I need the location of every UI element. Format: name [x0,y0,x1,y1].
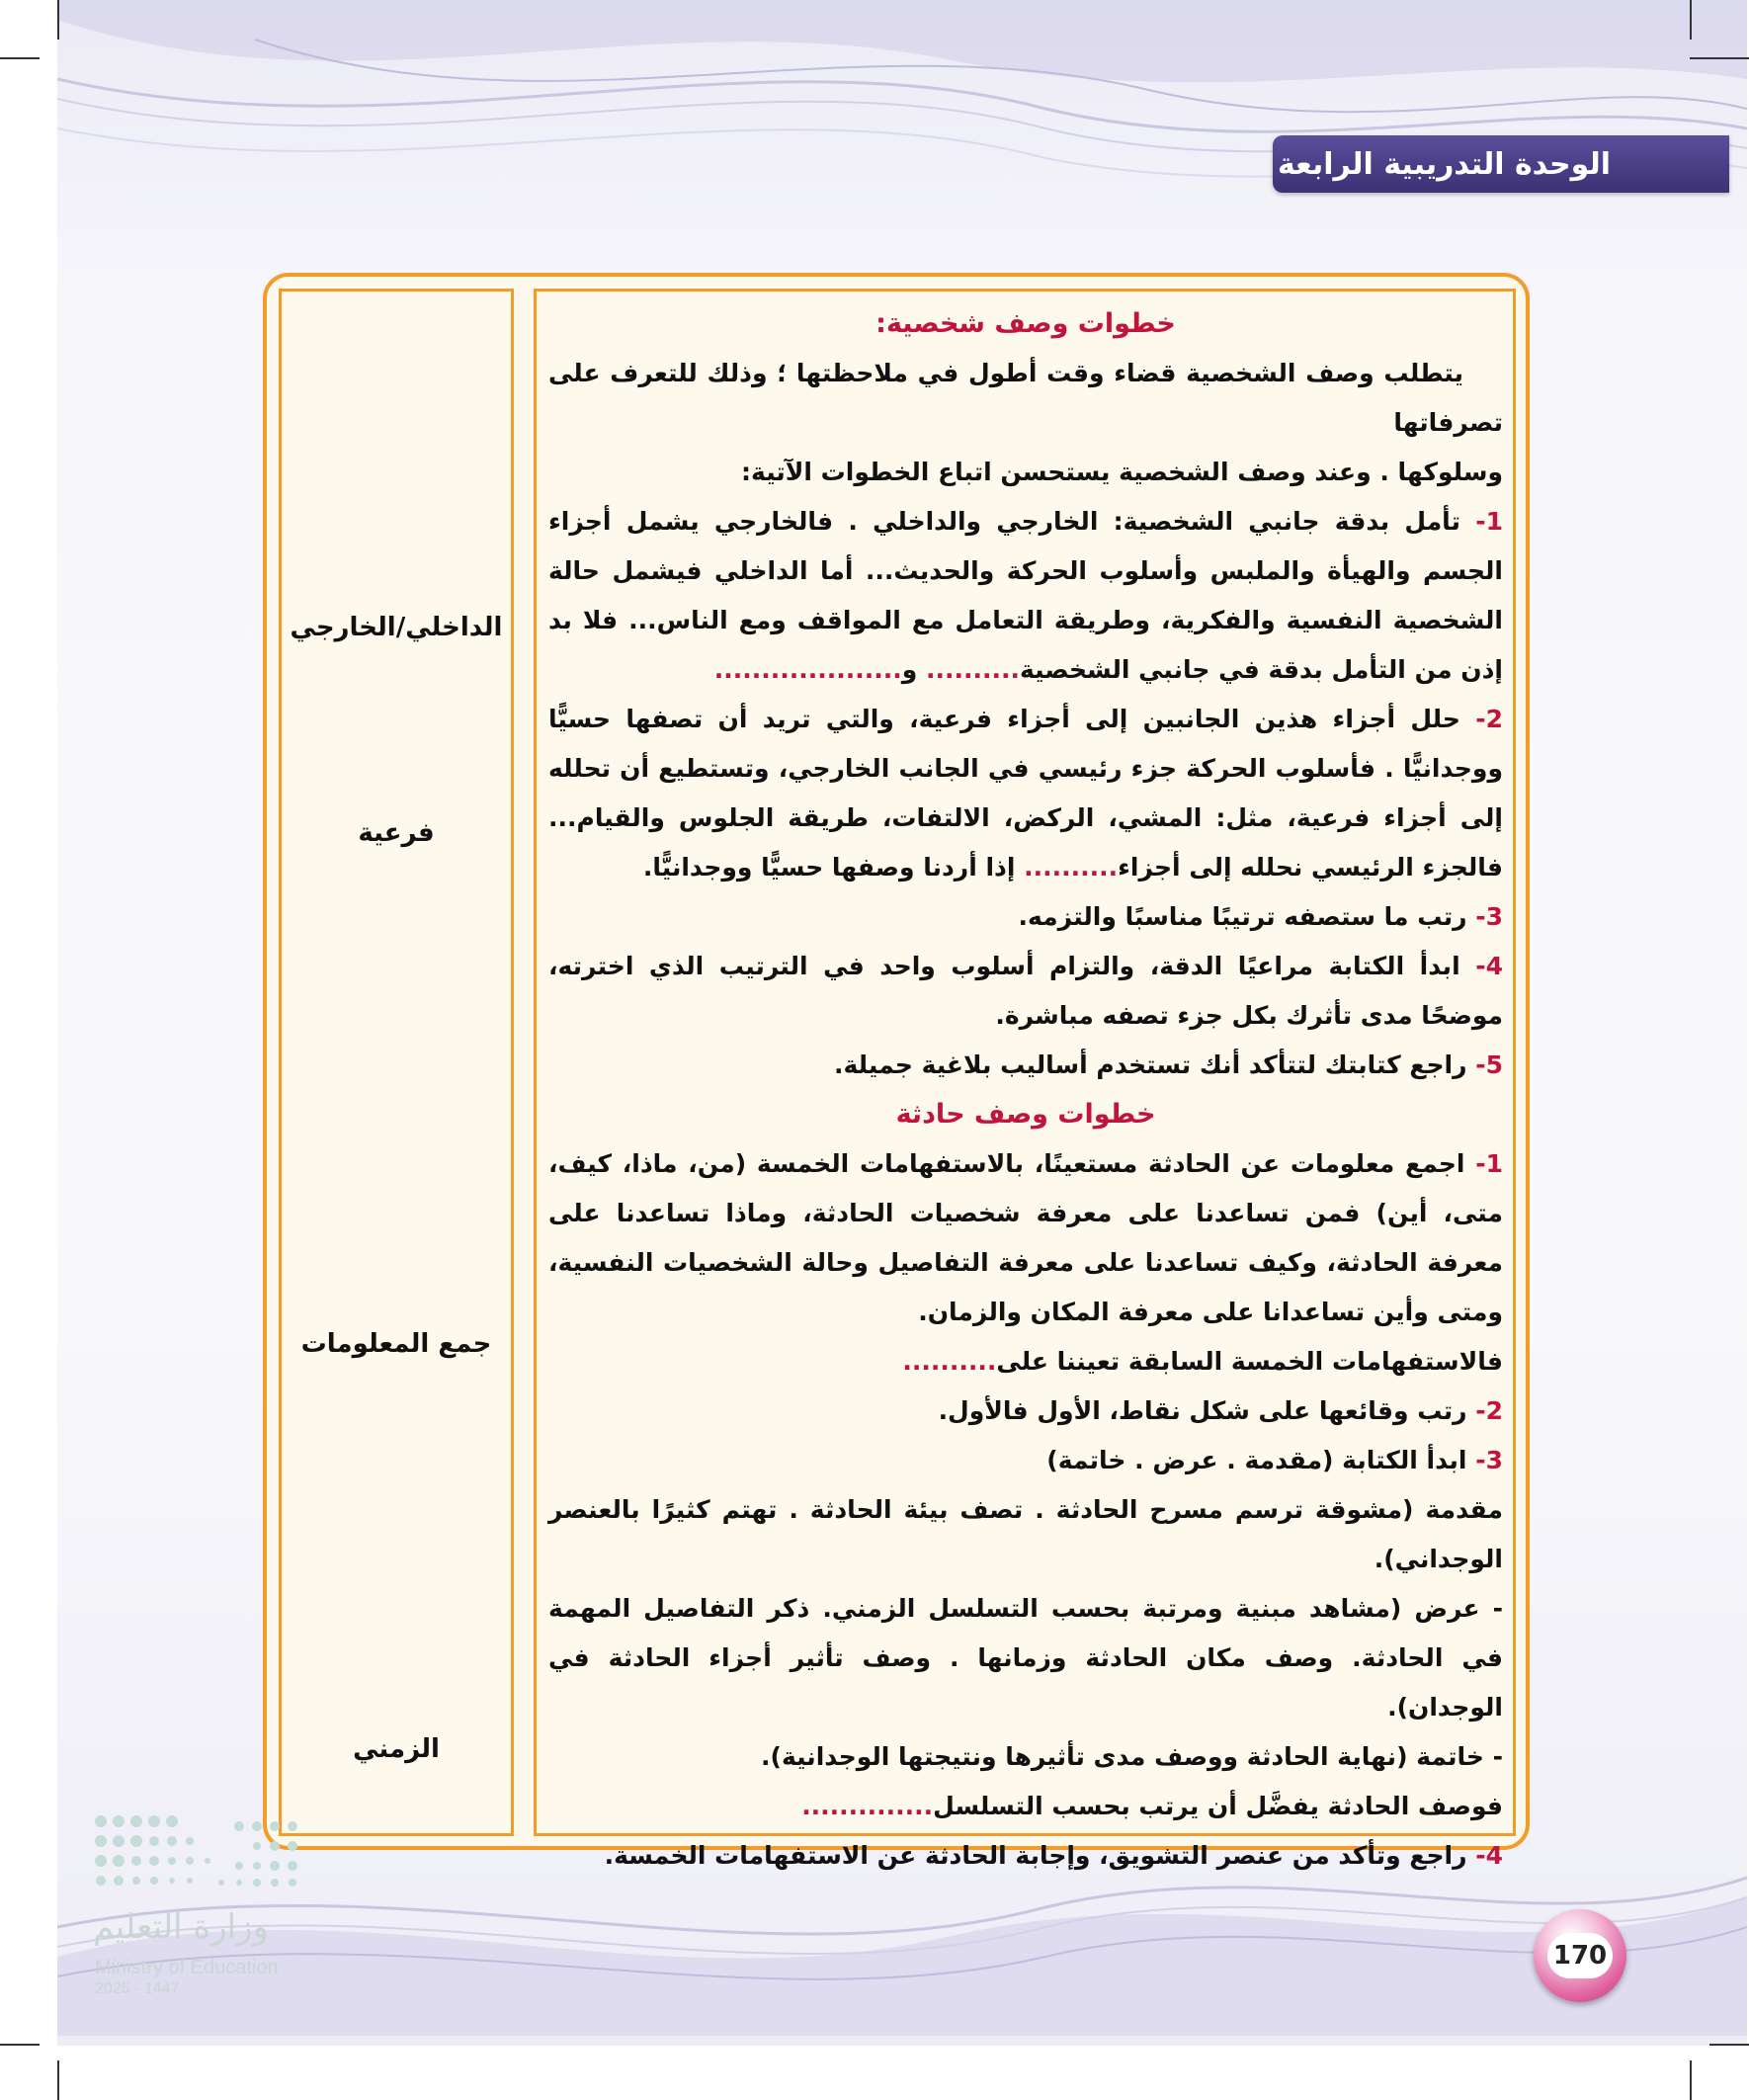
answer-chronological: الزمني [353,1734,440,1764]
unit-title: الوحدة التدريبية الرابعة [1277,146,1611,182]
answer-inner-outer: الداخلي/الخارجي [290,613,503,642]
character-intro: يتطلب وصف الشخصية قضاء وقت أطول في ملاحظتها ؛ وذلك للتعرف على تصرفاتها [548,359,1503,437]
event-step-3: 3- ابدأ الكتابة (مقدمة . عرض . خاتمة) [1046,1446,1503,1474]
crop-mark [57,2060,59,2100]
event-fill-2: فوصف الحادثة يفضَّل أن يرتب بحسب التسلسل.............. [801,1792,1503,1820]
crop-mark [57,0,59,40]
event-conclusion-line: - خاتمة (نهاية الحادثة ووصف مدى تأثيرها ونتيجتها الوجدانية). [761,1742,1503,1771]
lesson-text [548,299,1503,1881]
crop-mark [1690,2060,1692,2100]
character-step-5: 5- راجع كتابتك لتتأكد أنك تستخدم أساليب بلاغية جميلة. [834,1050,1503,1079]
event-step-2: 2- رتب وقائعها على شكل نقاط، الأول فالأول. [938,1396,1503,1425]
page-number: 170 [1547,1933,1613,1978]
event-body-line: - عرض (مشاهد مبنية ومرتبة بحسب التسلسل الزمني. ذكر التفاصيل المهمة في الحادثة. وصف مكان الحادثة وزمانها . وصف تأثير أجزاء الحادثة في الوجدان). [548,1594,1503,1722]
ministry-name-ar: وزارة التعليم [93,1907,269,1947]
event-step-4: 4- راجع وتأكد من عنصر التشويق، وإجابة الحادثة عن الاستفهامات الخمسة. [604,1841,1503,1870]
top-wave-decoration [57,0,1747,237]
edition-year: 2025 - 1447 [95,1980,180,1997]
crop-mark [1690,0,1692,40]
character-step-4: 4- ابدأ الكتابة مراعيًا الدقة، والتزام أسلوب واحد في الترتيب الذي اخترته، موضحًا مدى تأثرك بكل جزء تصفه مباشرة. [548,952,1503,1030]
character-step-2: 2- حلل أجزاء هذين الجانبين إلى أجزاء فرعية، والتي تريد أن تصفها حسيًّا ووجدانيًّا . فأسلوب الحركة جزء رئيسي في الجانب الخارجي، وتستطيع أن تحلله إلى أجزاء فرعية، مثل: المشي، الركض، الالتفات، طريقة الجلوس والقيام... فالجزء الرئيسي نحلله إلى أجزاء.......... إذا أردنا وصفها حسيًّا ووجدانيًّا. [548,705,1503,882]
character-step-3: 3- رتب ما ستصفه ترتيبًا مناسبًا والتزمه. [1018,902,1503,931]
event-section-title: خطوات وصف حادثة [895,1099,1156,1130]
character-intro-cont: وسلوكها . وعند وصف الشخصية يستحسن اتباع الخطوات الآتية: [741,458,1503,486]
character-step-1: 1- تأمل بدقة جانبي الشخصية: الخارجي والداخلي . فالخارجي يشمل أجزاء الجسم والهيأة والملبس وأسلوب الحركة والحديث... أما الداخلي فيشمل حالة الشخصية النفسية والفكرية، وطريقة التعامل مع المواقف ومع الناس... فلا بد إذن من التأمل بدقة في جانبي الشخصية.......... و.................... [548,507,1503,684]
answer-subparts: فرعية [358,818,435,848]
event-step-1: 1- اجمع معلومات عن الحادثة مستعينًا، بالاستفهامات الخمسة (من، ماذا، كيف، متى، أين) فمن تساعدنا على معرفة شخصيات الحادثة، وماذا تساعدنا على معرفة الحادثة، وكيف تساعدنا على معرفة التفاصيل وحالة الشخصيات النفسية، ومتى وأين تساعدانا على معرفة المكان والزمان. [548,1149,1503,1326]
blank-field: .......... [902,1347,997,1376]
crop-mark [1690,57,1749,59]
ministry-name-en: Ministry of Education [95,1957,279,1978]
blank-field: .......... [926,655,1020,684]
page-number-badge [1534,1909,1626,2002]
character-section-title: خطوات وصف شخصية: [875,308,1176,339]
blank-field: .......... [1024,853,1119,882]
blank-field: .............. [801,1792,934,1820]
answer-info-gathering: جمع المعلومات [300,1329,492,1359]
unit-title-banner [1273,135,1729,193]
crop-mark [1709,2044,1749,2046]
blank-field: .................... [713,655,902,684]
crop-mark [0,57,40,59]
event-intro-line: مقدمة (مشوقة ترسم مسرح الحادثة . تصف بيئة الحادثة . تهتم كثيرًا بالعنصر الوجداني). [548,1495,1503,1573]
answer-column [279,289,514,1836]
event-fill-1: فالاستفهامات الخمسة السابقة تعيننا على.......... [902,1347,1503,1376]
crop-mark [0,2044,40,2046]
